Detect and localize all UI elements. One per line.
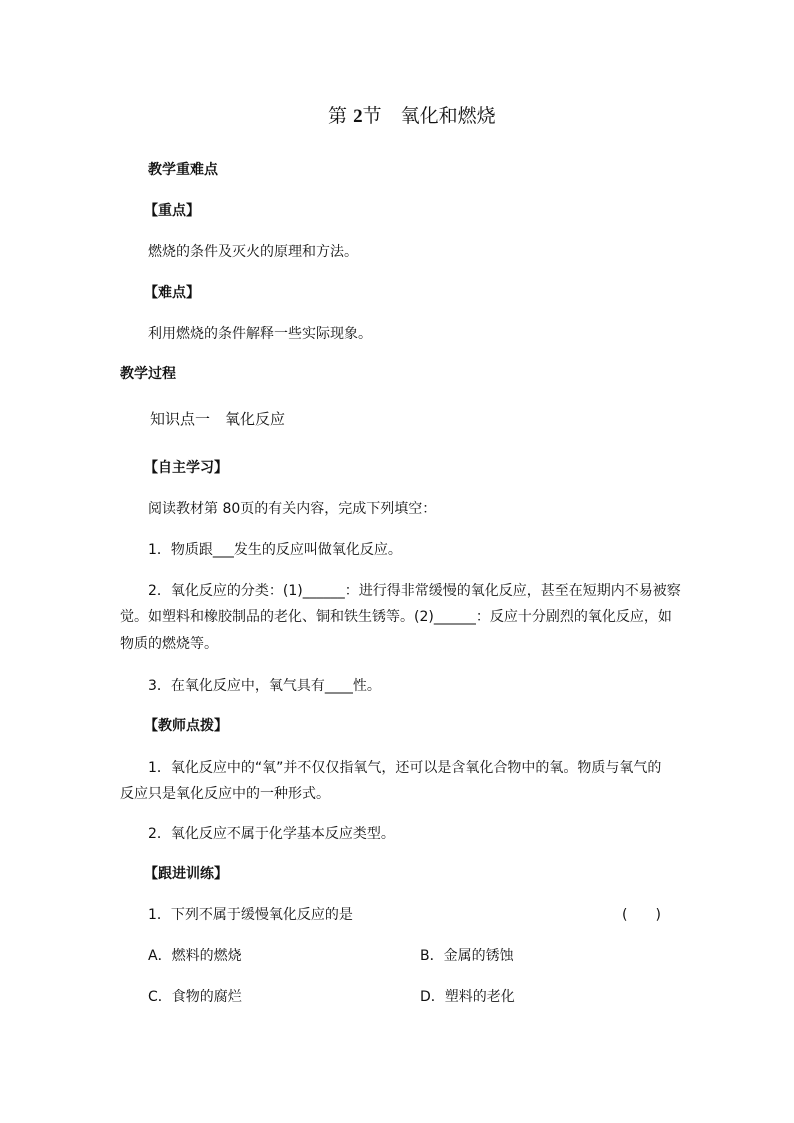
exercise-1-stem: 1．下列不属于缓慢氧化反应的是 xyxy=(148,907,353,923)
follow-up-training-label: 【跟进训练】 xyxy=(144,866,228,882)
difficult-points-text: 利用燃烧的条件解释一些实际现象。 xyxy=(148,326,372,342)
process-heading: 教学过程 xyxy=(120,366,176,382)
exercise-1-answer-bracket: ( ) xyxy=(622,907,661,923)
reading-instruction: 阅读教材第 80页的有关内容，完成下列填空： xyxy=(148,501,437,517)
difficult-points-label: 【难点】 xyxy=(144,285,200,301)
teacher-tip-1-line-2: 反应只是氧化反应中的一种形式。 xyxy=(120,786,330,802)
question-2-line-3: 物质的燃烧等。 xyxy=(120,636,218,652)
objectives-heading: 教学重难点 xyxy=(148,162,218,178)
question-2-line-1: 2．氧化反应的分类：(1)______：进行得非常缓慢的氧化反应，甚至在短期内不易被察 xyxy=(148,583,681,599)
exercise-1-option-c: C．食物的腐烂 xyxy=(148,989,242,1005)
key-points-text: 燃烧的条件及灭火的原理和方法。 xyxy=(148,244,358,260)
question-2-line-2: 觉。如塑料和橡胶制品的老化、铜和铁生锈等。(2)______：反应十分剧烈的氧化反应，如 xyxy=(120,609,672,625)
question-1: 1．物质跟___发生的反应叫做氧化反应。 xyxy=(148,542,402,558)
title-rest: 节 氧化和燃烧 xyxy=(362,105,496,127)
exercise-1-option-d: D．塑料的老化 xyxy=(420,989,515,1005)
title-section-number: 2 xyxy=(353,106,363,127)
self-study-label: 【自主学习】 xyxy=(144,460,228,476)
knowledge-point-1: 知识点一 氧化反应 xyxy=(150,410,286,428)
exercise-1-option-b: B．金属的锈蚀 xyxy=(420,948,514,964)
key-points-label: 【重点】 xyxy=(144,203,200,219)
teacher-tip-1-line-1: 1．氧化反应中的“氧”并不仅仅指氧气，还可以是含氧化合物中的氧。物质与氧气的 xyxy=(148,760,662,776)
title-prefix: 第 xyxy=(328,105,348,127)
teacher-tips-label: 【教师点拨】 xyxy=(144,718,228,734)
teacher-tip-2: 2．氧化反应不属于化学基本反应类型。 xyxy=(148,826,395,842)
question-3: 3．在氧化反应中，氧气具有____性。 xyxy=(148,678,381,694)
exercise-1-option-a: A．燃料的燃烧 xyxy=(148,948,242,964)
page-title xyxy=(328,104,496,129)
